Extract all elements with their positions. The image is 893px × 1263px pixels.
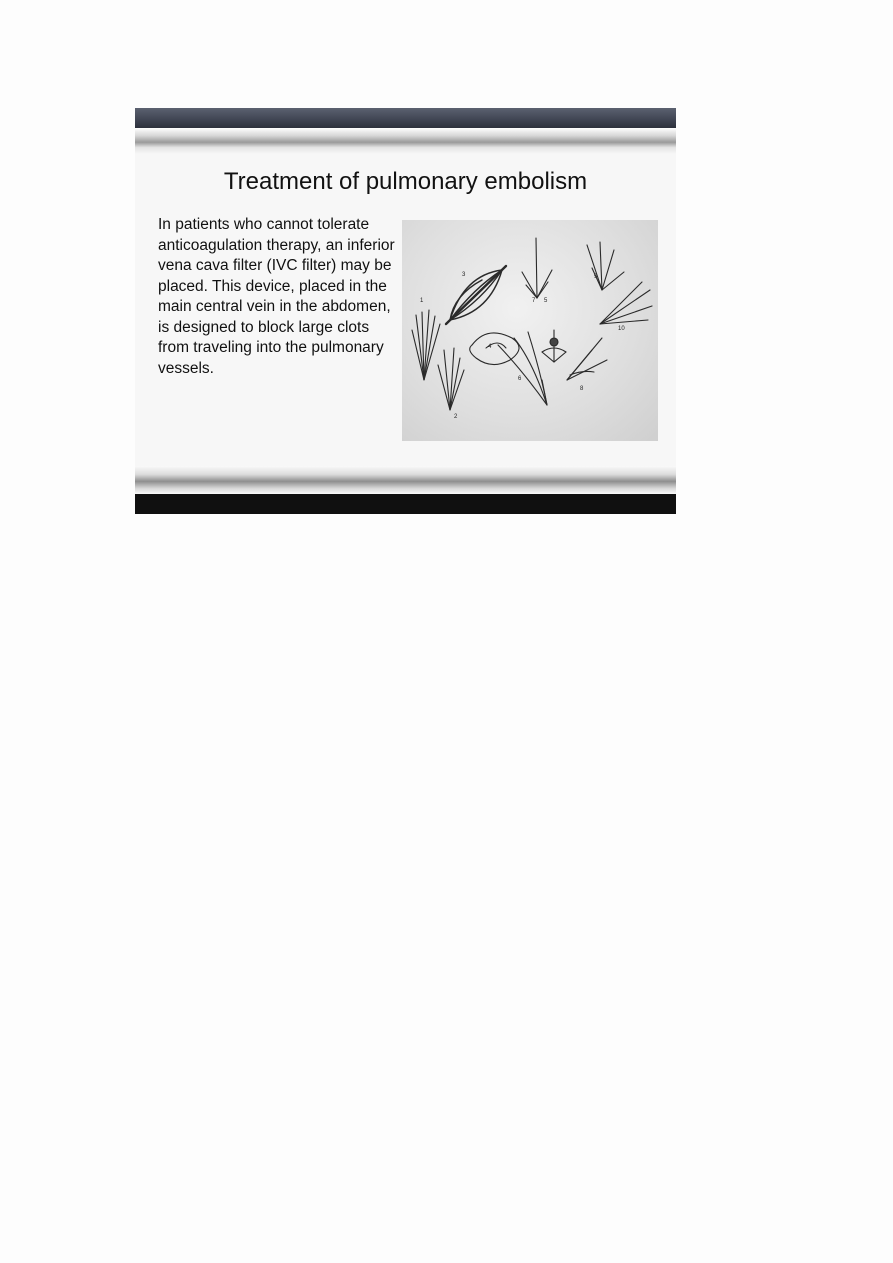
ivc-filters-photo [402,220,658,441]
filter-7 [542,330,566,362]
figure-label-10: 10 [618,326,625,332]
slide-bottom-chrome-band [135,466,676,494]
figure-label-8: 8 [580,386,584,392]
figure-label-5: 5 [544,298,548,304]
filter-3 [446,266,506,324]
figure-label-9: 9 [594,274,598,280]
figure-label-6: 6 [518,376,522,382]
slide-top-bar [135,108,676,128]
figure-label-3: 3 [462,272,466,278]
slide [135,108,676,514]
slide-top-chrome-band [135,128,676,154]
filter-9 [587,242,624,290]
filter-5 [522,238,552,298]
filter-10 [600,282,652,324]
figure-label-7: 7 [532,298,536,304]
slide-bottom-bar [135,494,676,514]
figure-label-2: 2 [454,414,458,420]
figure-label-4: 4 [488,344,492,350]
figure-label-1: 1 [420,298,424,304]
filter-8 [567,338,607,380]
filter-2 [438,348,464,410]
filter-6 [498,332,547,405]
filter-1 [412,310,440,380]
slide-body-text: In patients who cannot tolerate anticoagulation therapy, an inferior vena cava filter (IVC filter) may be placed. This device, placed in the main central vein in the abdomen, is designed to block large clots from traveling into the pulmonary vessels. [158,216,395,377]
slide-title: Treatment of pulmonary embolism [223,168,588,195]
ivc-filters-illustration [402,220,658,441]
